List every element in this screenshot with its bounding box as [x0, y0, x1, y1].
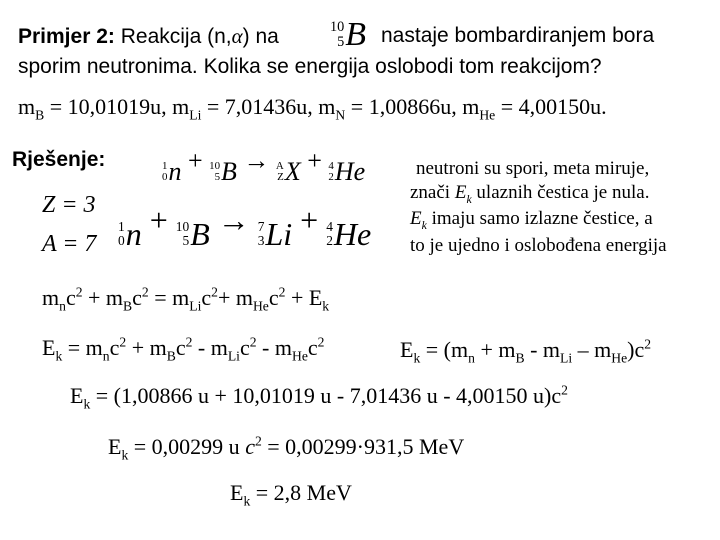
mass-n: 1,00866u [368, 94, 452, 119]
note-line-4: to je ujedno i oslobođena energija [410, 235, 667, 256]
note-line-2: znači $E_k$ ulaznih čestica je nula. [410, 182, 650, 206]
a-value: A = 7 [42, 231, 97, 257]
alpha-symbol: α [231, 24, 243, 48]
energy-balance-equation: $m_nc^2 + m_Bc^2 = m_{Li}c^2+ m_{He}c^2 + E_k$ [42, 284, 330, 314]
ek-value: $E_k = 0,00299$ u $c^2 = 0,00299\cdot 931,5$ MeV [108, 433, 465, 463]
reaction-general: 1 0 n + 10 5 B → A Z X + 4 2 He [162, 146, 366, 187]
boron-nuclide: 10 5 B [330, 16, 367, 53]
masses-line: $m_B = 10,01019u$, $m_{Li} = 7,01436u$, $m_N = 1,00866u$, $m_{He} = 4,00150u$. [18, 94, 607, 123]
solution-label: Rješenje: [12, 148, 106, 171]
example-label: Primjer 2: [18, 25, 115, 48]
ek-expression: $E_k = m_nc^2 + m_Bc^2 - m_{Li}c^2 - m_{He}c^2$ [42, 334, 325, 364]
ek-numeric: $E_k = (1,00866$ u + 10,01019 u - 7,01436 u - 4,00150 $u)c^2$ [70, 382, 568, 412]
mass-b: 10,01019u [67, 94, 162, 119]
mass-he: 4,00150u [518, 94, 602, 119]
reaction-specific: 1 0 n + 10 5 B → 7 3 Li + 4 2 He [118, 202, 372, 252]
title-text: Reakcija (n, [114, 25, 232, 48]
z-value: Z = 3 [42, 192, 96, 218]
note-line-1: neutroni su spori, meta miruje, [416, 158, 650, 179]
title-line-2: sporim neutronima. Kolika se energija oslobodi tom reakcijom? [18, 55, 602, 78]
note-line-3: $E_k$ imaju samo izlazne čestice, a [410, 208, 653, 232]
ek-grouped: $E_k = (m_n + m_B - m_{Li} - m_{He})c^2$ [400, 336, 652, 366]
title-line-1-end: nastaje bombardiranjem bora [381, 24, 655, 47]
title-text-end: ) na [242, 25, 279, 48]
title-line-1 [18, 24, 279, 49]
mass-li: 7,01436u [224, 94, 308, 119]
ek-result: $E_k = 2,8$ MeV [230, 480, 352, 509]
